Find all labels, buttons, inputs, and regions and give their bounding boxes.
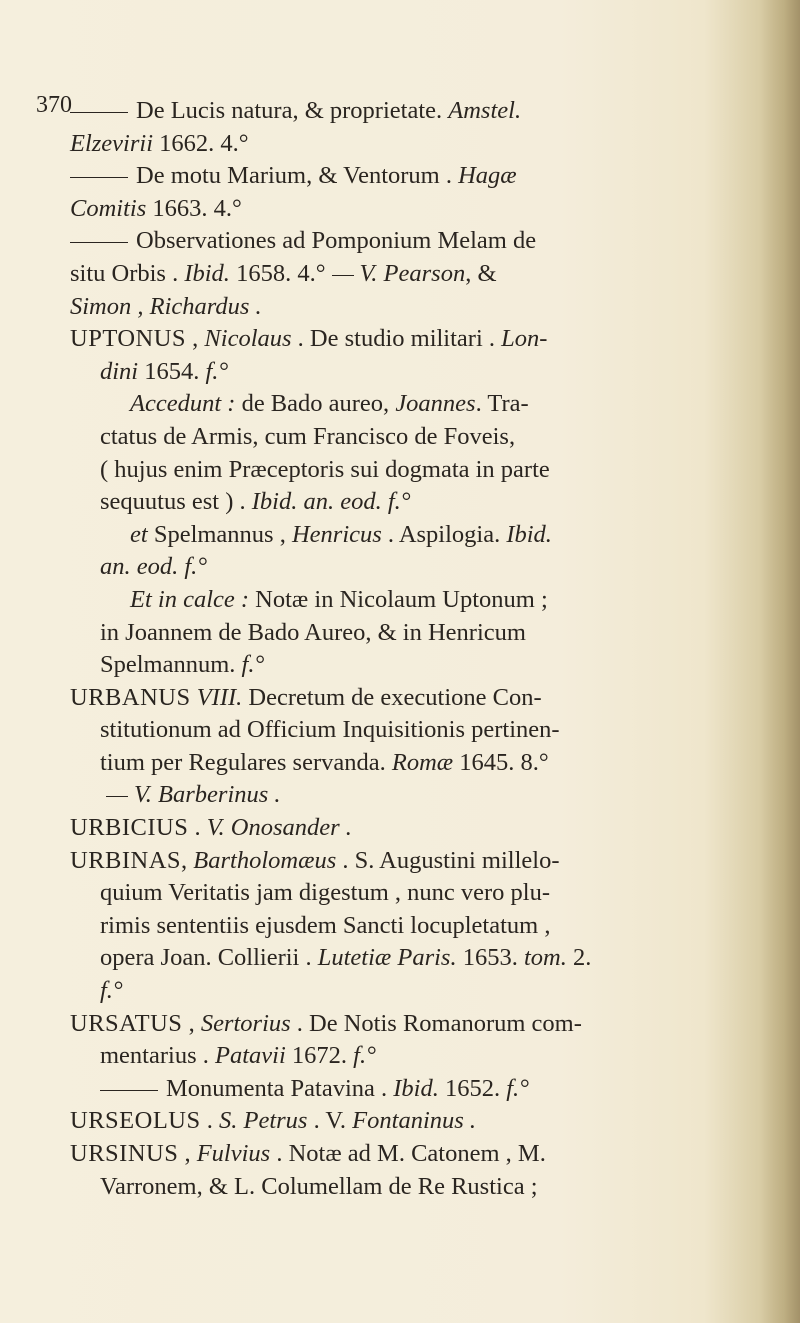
italic-text: V. Onosander .: [206, 814, 352, 842]
text-line: [70, 128, 760, 161]
text-line: [70, 779, 760, 812]
see-dash: [106, 796, 128, 797]
entry-heading: URBINAS: [70, 846, 182, 874]
italic-text: Ibid. an. eod. f.°: [251, 488, 411, 516]
text-run: 2.: [566, 944, 592, 972]
text-line: [70, 1138, 760, 1171]
text-line: [70, 1171, 760, 1204]
text-run: Spelmannum.: [100, 651, 242, 679]
text-run: . Notæ ad M. Catonem , M.: [270, 1140, 546, 1167]
text-run: . Tra-: [475, 390, 529, 418]
text-run: .: [200, 1107, 219, 1135]
text-run: ,: [181, 846, 194, 874]
text-run: . De Notis Romanorum com-: [290, 1009, 582, 1037]
italic-text: Lutetiæ Paris.: [317, 944, 457, 972]
text-line: [70, 486, 760, 519]
text-line: [70, 1105, 760, 1138]
text-line: [70, 323, 760, 356]
text-line: [70, 551, 760, 584]
text-run: 1662. 4.°: [153, 129, 249, 157]
catalog-text: [70, 95, 760, 1203]
entry-heading: URBICIUS: [70, 814, 189, 842]
entry-heading: URBANUS: [70, 683, 191, 711]
text-line: [70, 747, 760, 780]
text-line: [70, 193, 760, 226]
italic-text: Patavii: [215, 1042, 286, 1070]
entry-heading: URSATUS: [70, 1009, 183, 1037]
text-line: [70, 877, 760, 910]
italic-text: Romæ: [391, 748, 454, 776]
text-run: Observationes ad Pomponium Melam de: [136, 227, 537, 255]
text-line: [70, 942, 760, 975]
italic-text: Amstel.: [448, 97, 522, 124]
text-run: tium per Regulares servanda.: [100, 748, 392, 776]
italic-text: S. Petrus: [218, 1107, 308, 1135]
italic-text: tom.: [523, 944, 567, 972]
text-run: . De studio militari .: [291, 325, 502, 353]
italic-text: Hagæ: [458, 162, 517, 190]
text-run: ,: [178, 1140, 197, 1167]
italic-text: f.°: [100, 977, 123, 1005]
italic-text: Ibid.: [393, 1074, 439, 1102]
text-run: .: [188, 814, 207, 842]
italic-text: et: [130, 520, 148, 548]
italic-text: f.°: [353, 1042, 376, 1070]
page-edge-shadow: [760, 0, 800, 1323]
text-line: [70, 388, 760, 421]
text-line: [70, 356, 760, 389]
ditto-dash: [70, 112, 128, 113]
text-line: [70, 225, 760, 258]
italic-text: an. eod. f.°: [100, 553, 208, 581]
text-run: Decretum de executione Con-: [242, 683, 542, 711]
text-run: . V.: [307, 1107, 353, 1135]
text-run: rimis sententiis ejusdem Sancti locupletatum ,: [100, 911, 551, 939]
text-line: [70, 160, 760, 193]
text-run: Notæ in Nicolaum Uptonum ;: [249, 585, 548, 613]
text-run: Monumenta Patavina .: [166, 1074, 394, 1102]
italic-text: Lon-: [501, 325, 548, 353]
text-line: [70, 1073, 760, 1106]
italic-text: dini: [100, 357, 139, 385]
italic-text: V. Pearson: [359, 259, 466, 287]
text-run: De motu Marium, & Ventorum .: [136, 162, 459, 190]
page-number: 370: [36, 92, 72, 118]
text-run: 1663. 4.°: [146, 194, 242, 222]
text-line: [70, 584, 760, 617]
italic-text: Bartholomæus: [193, 846, 337, 874]
ditto-dash: [100, 1090, 158, 1091]
text-line: [70, 1008, 760, 1041]
text-run: ctatus de Armis, cum Francisco de Foveis,: [100, 422, 516, 450]
text-run: . S. Augustini millelo-: [336, 846, 560, 874]
text-run: ( hujus enim Præceptoris sui dogmata in parte: [100, 455, 550, 483]
text-run: de Bado aureo,: [235, 390, 396, 418]
text-line: [70, 258, 760, 291]
italic-text: Fontaninus .: [352, 1107, 477, 1135]
italic-text: Comitis: [70, 194, 147, 222]
text-line: [70, 95, 760, 128]
italic-text: f.°: [506, 1074, 529, 1102]
text-run: in Joannem de Bado Aureo, & in Henricum: [100, 618, 526, 646]
ditto-dash: [70, 242, 128, 243]
italic-text: Ibid.: [184, 259, 230, 287]
italic-text: Henricus: [291, 520, 382, 548]
text-run: 1654.: [138, 357, 206, 385]
italic-text: f.°: [205, 357, 229, 385]
italic-text: VIII.: [196, 683, 243, 711]
text-run: ,: [186, 325, 205, 353]
text-line: [70, 812, 760, 845]
ditto-dash: [70, 177, 128, 178]
italic-text: Nicolaus: [204, 325, 292, 353]
text-line: [70, 1040, 760, 1073]
italic-text: f.°: [241, 651, 265, 679]
text-line: [70, 617, 760, 650]
text-run: Varronem, & L. Columellam de Re Rustica ;: [100, 1172, 538, 1200]
text-line: [70, 682, 760, 715]
italic-text: Accedunt :: [130, 390, 236, 418]
text-run: Spelmannus ,: [147, 520, 292, 548]
text-run: 1658. 4.°: [229, 259, 326, 287]
text-run: mentarius .: [100, 1042, 215, 1070]
text-run: quium Veritatis jam digestum , nunc vero plu-: [100, 879, 551, 907]
text-line: [70, 975, 760, 1008]
text-run: . Aspilogia.: [381, 520, 507, 548]
text-run: De Lucis natura, & proprietate.: [136, 97, 449, 124]
text-line: [70, 421, 760, 454]
text-run: , &: [465, 259, 497, 287]
italic-text: Et in calce :: [130, 585, 250, 613]
text-run: 1653.: [456, 944, 524, 972]
text-run: stitutionum ad Officium Inquisitionis pertinen-: [100, 716, 560, 744]
italic-text: Ibid.: [506, 520, 552, 548]
text-run: 1672.: [285, 1042, 354, 1070]
italic-text: Fulvius: [196, 1140, 271, 1167]
text-line: [70, 649, 760, 682]
text-line: [70, 454, 760, 487]
text-run: ,: [182, 1009, 201, 1037]
italic-text: Simon , Richardus .: [70, 292, 262, 320]
entry-heading: URSINUS: [70, 1140, 179, 1167]
italic-text: Elzevirii: [70, 129, 154, 157]
text-run: 1652.: [438, 1074, 507, 1102]
italic-text: Joannes: [395, 390, 476, 418]
entry-heading: UPTONUS: [70, 325, 187, 353]
text-line: [70, 714, 760, 747]
text-run: situ Orbis .: [70, 259, 185, 287]
italic-text: Sertorius: [200, 1009, 291, 1037]
text-line: [70, 519, 760, 552]
see-dash: [332, 275, 354, 276]
text-line: [70, 291, 760, 324]
text-line: [70, 845, 760, 878]
text-run: 1645. 8.°: [453, 748, 549, 776]
text-line: [70, 910, 760, 943]
entry-heading: URSEOLUS: [70, 1107, 201, 1135]
italic-text: V. Barberinus .: [134, 781, 281, 809]
text-run: sequutus est ) .: [100, 488, 252, 516]
text-run: opera Joan. Collierii .: [100, 944, 318, 972]
